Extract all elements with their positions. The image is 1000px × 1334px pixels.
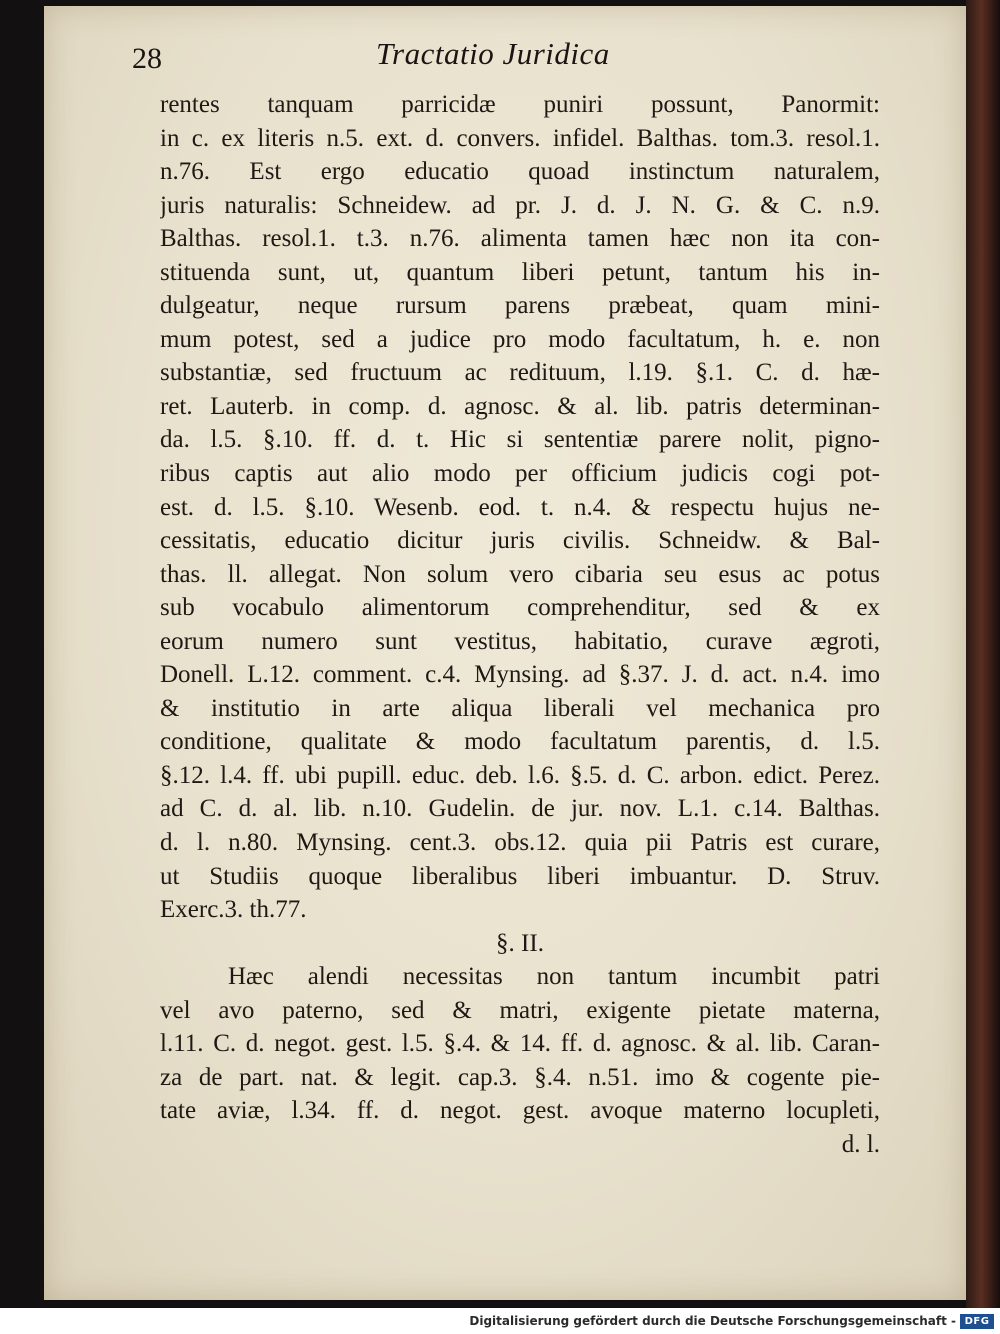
text-line: thas. ll. allegat. Non solum vero cibaria seu esus ac potus [160, 560, 880, 588]
text-line: za de part. nat. & legit. cap.3. §.4. n.51. imo & cogente pie- [160, 1063, 880, 1091]
text-line: est. d. l.5. §.10. Wesenb. eod. t. n.4. & respectu hujus ne- [160, 493, 880, 521]
text-line: Balthas. resol.1. t.3. n.76. alimenta tamen hæc non ita con- [160, 225, 880, 253]
text-line: dulgeatur, neque rursum parens præbeat, quam mini- [160, 292, 880, 320]
funding-credit: Digitalisierung gefördert durch die Deutsche Forschungsgemeinschaft - [469, 1314, 956, 1328]
text-line: conditione, qualitate & modo facultatum parentis, d. l.5. [160, 728, 880, 756]
section-heading: §. II. [496, 929, 544, 957]
text-line: sub vocabulo alimentorum comprehenditur, sed & ex [160, 594, 880, 622]
body-text [160, 88, 880, 1162]
text-line: & institutio in arte aliqua liberali vel mechanica pro [160, 694, 880, 722]
text-line: Exerc.3. th.77. [160, 896, 307, 924]
text-line: ret. Lauterb. in comp. d. agnosc. & al. lib. patris determinan- [160, 392, 880, 420]
text-line: n.76. Est ergo educatio quoad instinctum naturalem, [160, 158, 880, 186]
dfg-logo: DFG [960, 1314, 994, 1329]
text-line: §.12. l.4. ff. ubi pupill. educ. deb. l.6. §.5. d. C. arbon. edict. Perez. [160, 761, 880, 789]
footer-bar [0, 1308, 1000, 1334]
text-line: mum potest, sed a judice pro modo facultatum, h. e. non [160, 325, 880, 353]
text-line: ut Studiis quoque liberalibus liberi imbuantur. D. Struv. [160, 862, 880, 890]
text-line: Donell. L.12. comment. c.4. Mynsing. ad §.37. J. d. act. n.4. imo [160, 661, 880, 689]
book-edge [966, 0, 1000, 1308]
text-line: Hæc alendi necessitas non tantum incumbit patri [228, 963, 880, 991]
text-line: l.11. C. d. negot. gest. l.5. §.4. & 14. ff. d. agnosc. & al. lib. Caran- [160, 1030, 880, 1058]
text-line: ad C. d. al. lib. n.10. Gudelin. de jur. nov. L.1. c.14. Balthas. [160, 795, 880, 823]
text-line: vel avo paterno, sed & matri, exigente pietate materna, [160, 996, 880, 1024]
catchword: d. l. [841, 1130, 880, 1158]
text-line: juris naturalis: Schneidew. ad pr. J. d. J. N. G. & C. n.9. [160, 191, 880, 219]
text-line: rentes tanquam parricidæ puniri possunt, Panormit: [160, 91, 880, 118]
text-line: eorum numero sunt vestitus, habitatio, curave ægroti, [160, 627, 880, 655]
text-line: d. l. n.80. Mynsing. cent.3. obs.12. quia pii Patris est curare, [160, 829, 880, 857]
text-line: tate aviæ, l.34. ff. d. negot. gest. avoque materno locupleti, [160, 1097, 880, 1125]
text-line: ribus captis aut alio modo per officium judicis cogi pot- [160, 460, 880, 488]
text-line: da. l.5. §.10. ff. d. t. Hic si sententiæ parere nolit, pigno- [160, 426, 880, 454]
text-line: cessitatis, educatio dicitur juris civilis. Schneidw. & Bal- [160, 527, 880, 555]
text-line: in c. ex literis n.5. ext. d. convers. infidel. Balthas. tom.3. resol.1. [160, 124, 880, 152]
page-number: 28 [132, 42, 162, 75]
text-line: stituenda sunt, ut, quantum liberi petunt, tantum his in- [160, 258, 880, 286]
running-head: Tractatio Juridica [376, 36, 610, 71]
text-line: substantiæ, sed fructuum ac redituum, l.19. §.1. C. d. hæ- [160, 359, 880, 387]
